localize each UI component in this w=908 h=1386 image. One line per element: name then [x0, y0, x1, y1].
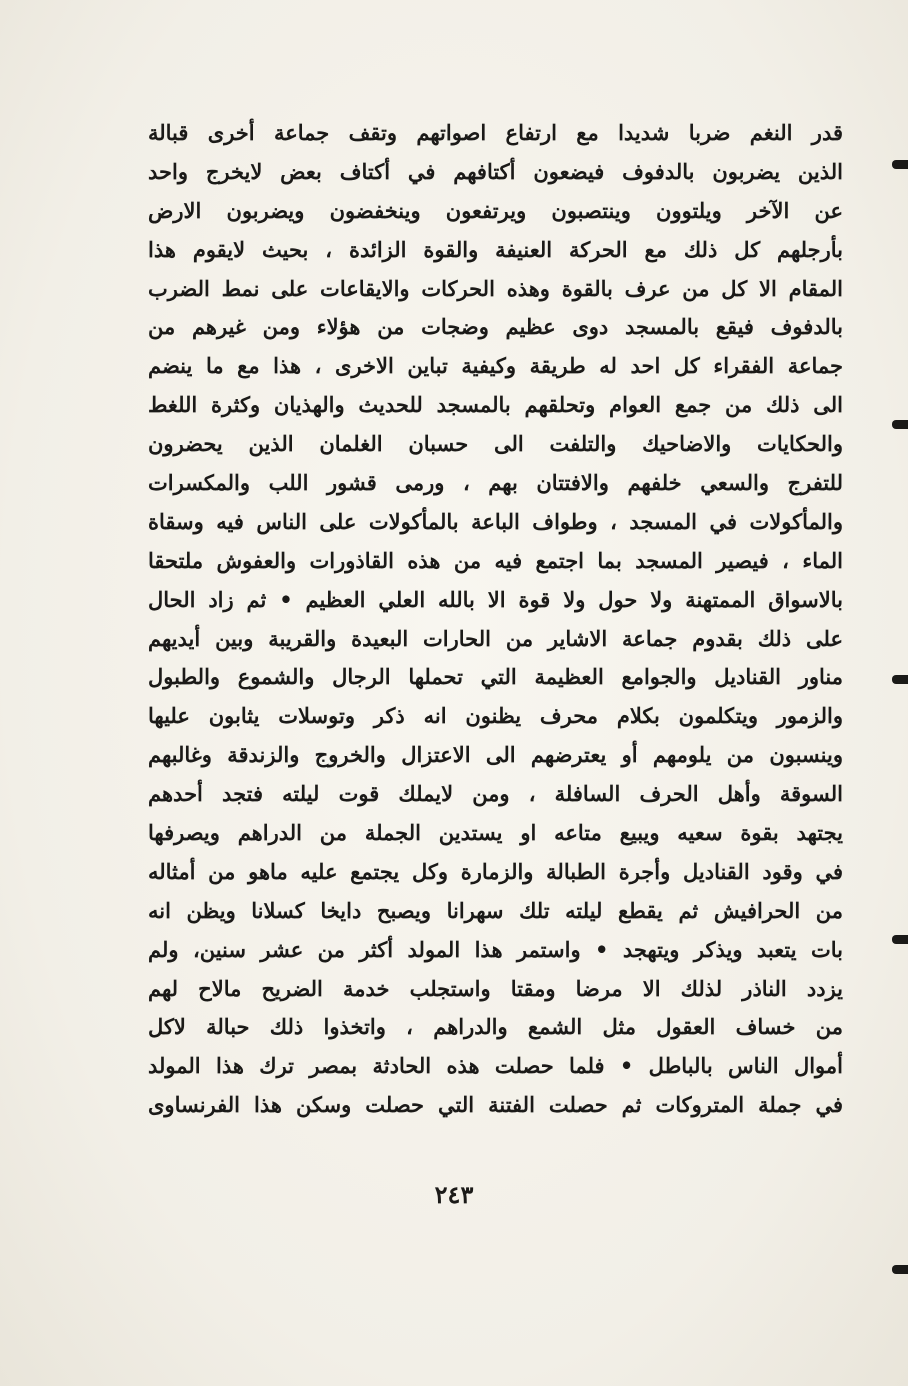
text-line: أموال الناس بالباطل • فلما حصلت هذه الحادثة بمصر ترك هذا المولد	[148, 1053, 843, 1079]
text-line: في وقود القناديل وأجرة الطبالة والزمارة وكل يجتمع عليه ماهو من أمثاله	[148, 858, 843, 884]
text-line: والحكايات والاضاحيك والتلفت الى حسبان الغلمان الذين يحضرون	[148, 431, 843, 457]
edge-mark-5	[892, 1265, 908, 1274]
text-line: على ذلك بقدوم جماعة الاشاير من الحارات البعيدة والقريبة وبين أيديهم	[148, 625, 843, 651]
text-line: في جملة المتروكات ثم حصلت الفتنة التي حصلت وسكن هذا الفرنساوى	[148, 1092, 843, 1118]
text-line: الماء ، فيصير المسجد بما اجتمع فيه من هذه القاذورات والعفوش ملتحقا	[148, 547, 843, 573]
text-line: من خساف العقول مثل الشمع والدراهم ، واتخذوا ذلك حبالة لاكل	[148, 1014, 843, 1040]
edge-mark-4	[892, 935, 908, 944]
text-line: عن الآخر ويلتوون وينتصبون ويرتفعون وينخفضون ويضربون الارض	[148, 197, 843, 223]
edge-mark-3	[892, 675, 908, 684]
text-line: الى ذلك من جمع العوام وتحلقهم بالمسجد للحديث والهذيان وكثرة اللغط	[148, 392, 843, 418]
text-line: السوقة وأهل الحرف السافلة ، ومن لايملك قوت ليلته فتجد أحدهم	[148, 781, 843, 807]
text-line: بأرجلهم كل ذلك مع الحركة العنيفة والقوة الزائدة ، بحيث لايقوم هذا	[148, 236, 843, 262]
text-line: للتفرج والسعي خلفهم والافتتان بهم ، ورمى قشور اللب والمكسرات	[148, 470, 843, 496]
text-line: يجتهد بقوة سعيه ويبيع متاعه او يستدين الجملة من الدراهم ويصرفها	[148, 820, 843, 846]
text-line: والزمور ويتكلمون بكلام محرف يظنون انه ذكر وتوسلات يثابون عليها	[148, 703, 843, 729]
edge-mark-2	[892, 420, 908, 429]
text-line: بالاسواق الممتهنة ولا حول ولا قوة الا بالله العلي العظيم • ثم زاد الحال	[148, 586, 843, 612]
text-line: المقام الا كل من عرف بالقوة وهذه الحركات والايقاعات على نمط الضرب	[148, 275, 843, 301]
body-text	[148, 114, 843, 1125]
text-line: بات يتعبد ويذكر ويتهجد • واستمر هذا المولد أكثر من عشر سنين، ولم	[148, 936, 843, 962]
edge-mark-1	[892, 160, 908, 169]
text-line: الذين يضربون بالدفوف فيضعون أكتافهم في أكتاف بعض لايخرج واحد	[148, 158, 843, 184]
text-line: من الحرافيش ثم يقطع ليلته تلك سهرانا ويصبح دايخا كسلانا ويظن انه	[148, 897, 843, 923]
text-line: وينسبون من يلومهم أو يعترضهم الى الاعتزال والخروج والزندقة وغالبهم	[148, 742, 843, 768]
text-line: جماعة الفقراء كل احد له طريقة وكيفية تباين الاخرى ، هذا مع ما ينضم	[148, 353, 843, 379]
text-line: قدر النغم ضربا شديدا مع ارتفاع اصواتهم وتقف جماعة أخرى قبالة	[148, 120, 843, 145]
text-line: مناور القناديل والجوامع العظيمة التي تحملها الرجال والشموع والطبول	[148, 664, 843, 690]
page-number: ٢٤٣	[434, 1180, 474, 1209]
text-line: بالدفوف فيقع بالمسجد دوى عظيم وضجات من هؤلاء ومن غيرهم من	[148, 314, 843, 340]
text-line: والمأكولات في المسجد ، وطواف الباعة بالمأكولات على الناس فيه وسقاة	[148, 508, 843, 534]
text-line: يزدد الناذر لذلك الا مرضا ومقتا واستجلب خدمة الضريح مالاح لهم	[148, 975, 843, 1001]
